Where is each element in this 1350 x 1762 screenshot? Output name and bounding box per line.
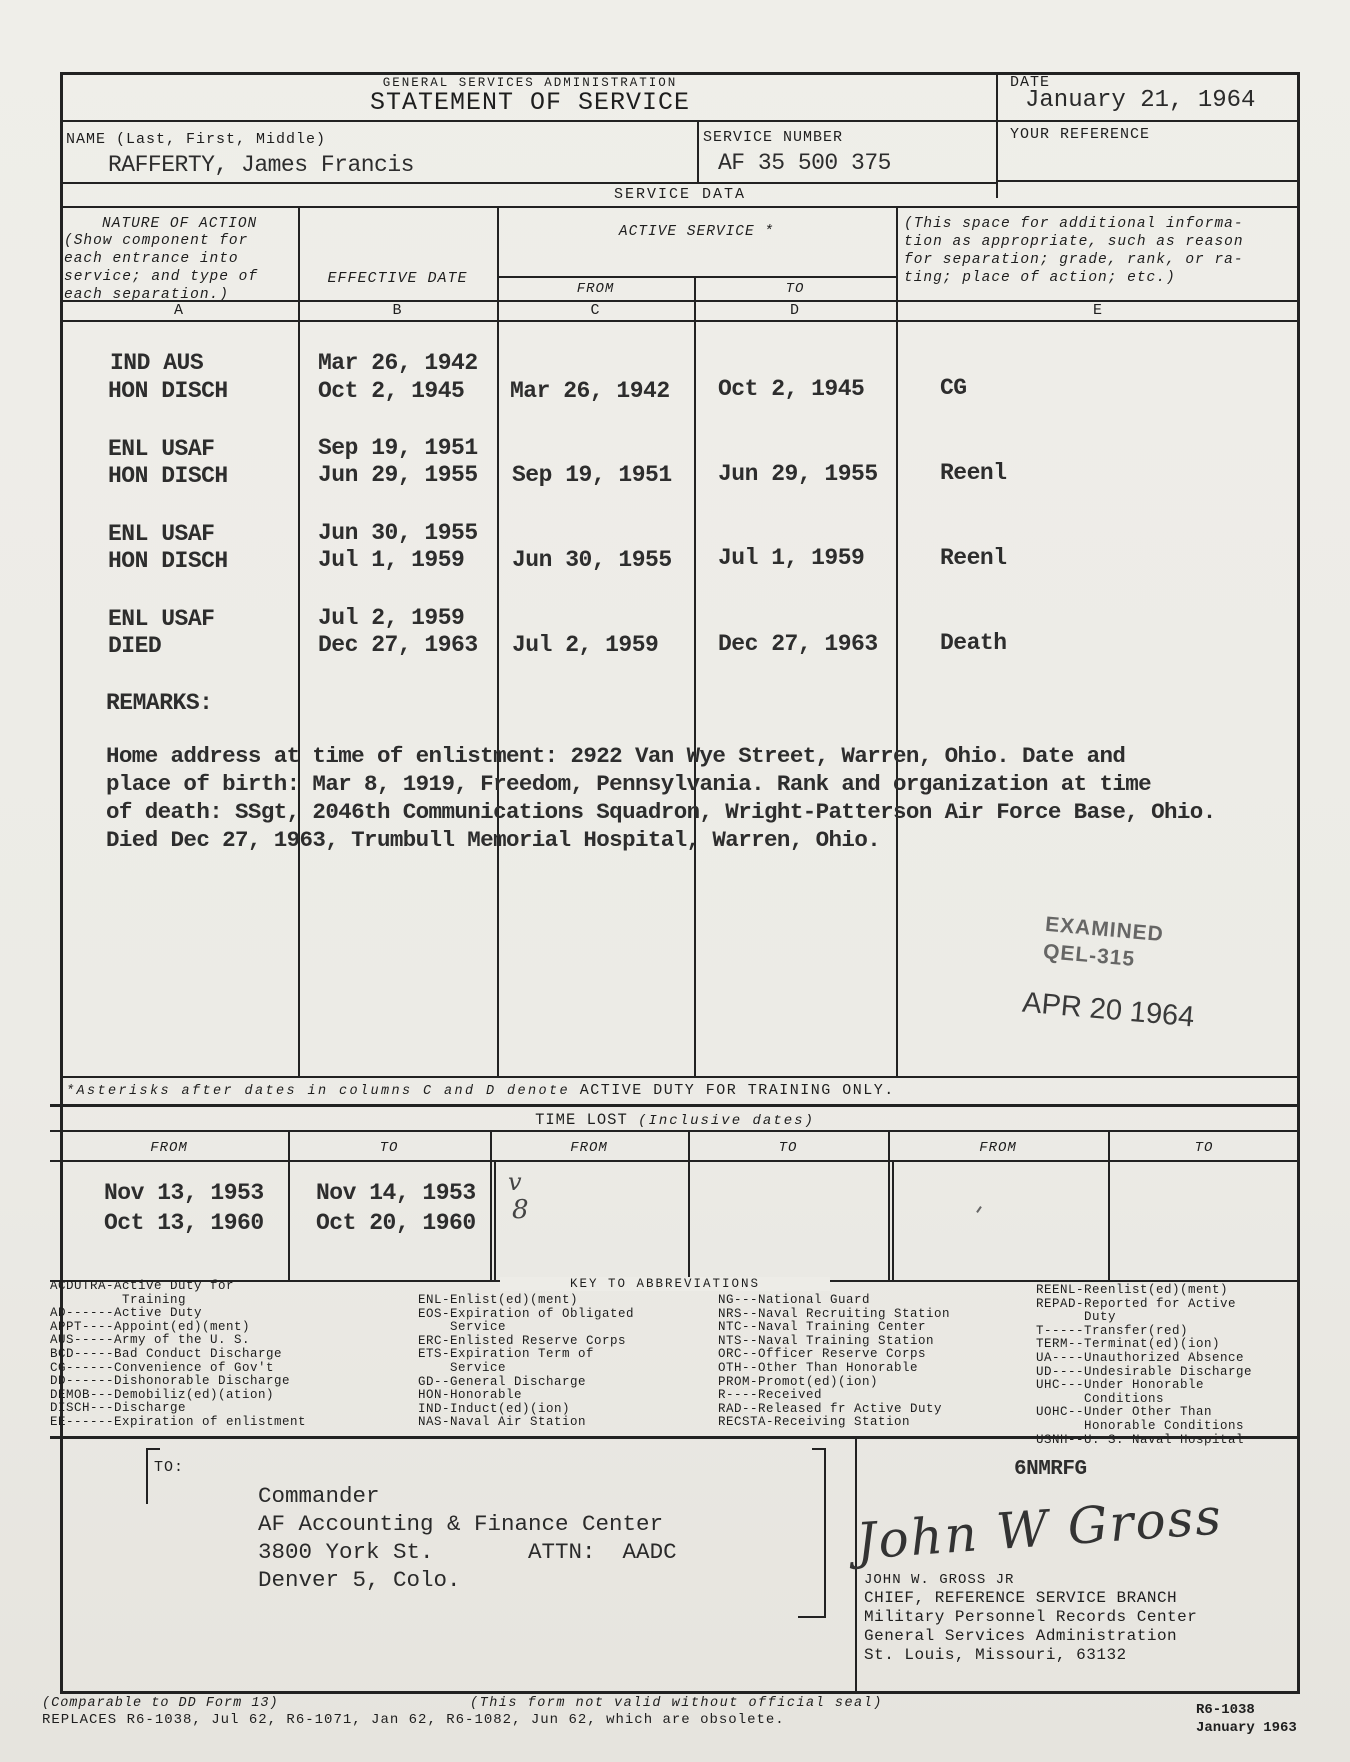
footer-form-number: R6-1038 (1196, 1702, 1255, 1718)
abbreviations-col-3: NG---National Guard NRS--Naval Recruiting Station NTC--Naval Training Center NTS--Naval Training Station ORC--Officer Reserve Corps OTH--Other Than Honorable PROM-Promot(ed)(ion) R----Received RAD--Released fr Active Duty RECSTA-Receiving Station (718, 1293, 951, 1430)
signer-location: St. Louis, Missouri, 63132 (864, 1646, 1127, 1664)
action-line-1: ENL USAF (108, 606, 215, 632)
address-line-4: Denver 5, Colo. (258, 1567, 461, 1593)
tl-to: Oct 20, 1960 (316, 1210, 476, 1236)
asterisk-note (66, 1081, 895, 1099)
name-label: NAME (Last, First, Middle) (66, 131, 327, 148)
tl-to-label-2: TO (778, 1140, 798, 1156)
action-line-2: HON DISCH (108, 463, 228, 489)
col-letter-a: A (173, 302, 184, 319)
signer-name: JOHN W. GROSS JR (864, 1572, 1015, 1588)
remarks-label: REMARKS: (106, 690, 213, 716)
date-value: January 21, 1964 (1025, 87, 1256, 114)
footer-not-valid: (This form not valid without official seal) (470, 1696, 883, 1711)
tl-from: Nov 13, 1953 (104, 1180, 264, 1206)
service-number-label: SERVICE NUMBER (703, 129, 844, 146)
col-a-header-4: service; and type of (64, 269, 259, 285)
tl-from-label-1: FROM (150, 1140, 188, 1156)
action-line-1: ENL USAF (108, 521, 215, 547)
time-lost-title: TIME LOST (535, 1111, 628, 1129)
active-to: Dec 27, 1963 (718, 631, 878, 657)
handwritten-signature: John W Gross (854, 1487, 1225, 1571)
abbreviations-title: KEY TO ABBREVIATIONS (500, 1277, 830, 1291)
name-value: RAFFERTY, James Francis (108, 152, 414, 178)
col-e-header-3: for separation; grade, rank, or ra- (904, 252, 1244, 268)
time-lost-subtitle: (Inclusive dates) (638, 1113, 815, 1129)
action-line-2: HON DISCH (108, 548, 228, 574)
tl-from: Oct 13, 1960 (104, 1210, 264, 1236)
signer-org-2: General Services Administration (864, 1627, 1178, 1645)
active-from: Sep 19, 1951 (512, 462, 672, 488)
effective-date-1: Jul 2, 1959 (318, 605, 465, 631)
col-e-header-2: tion as appropriate, such as reason (904, 234, 1244, 250)
address-line-2: AF Accounting & Finance Center (258, 1511, 664, 1537)
col-letter-c: C (590, 302, 601, 319)
address-to-label: TO: (154, 1459, 185, 1476)
stamp-date: APR 20 1964 (1020, 986, 1196, 1034)
remarks-line-1: Home address at time of enlistment: 2922 Van Wye Street, Warren, Ohio. Date and (106, 743, 1126, 769)
remarks-line-2: place of birth: Mar 8, 1919, Freedom, Pennsylvania. Rank and organization at time (106, 771, 1152, 797)
service-number-value: AF 35 500 375 (718, 150, 891, 176)
address-line-3: 3800 York St. ATTN: AADC (258, 1539, 677, 1565)
effective-date-1: Mar 26, 1942 (318, 350, 478, 376)
footer-comparable: (Comparable to DD Form 13) (42, 1696, 279, 1711)
asterisk-note-plain: ACTIVE DUTY FOR TRAINING ONLY. (579, 1082, 895, 1099)
time-lost-heading (50, 1111, 1300, 1129)
tl-to: Nov 14, 1953 (316, 1180, 476, 1206)
col-c-header: FROM (576, 281, 615, 297)
col-d-header: TO (785, 281, 805, 297)
col-letter-b: B (392, 302, 403, 319)
entry-note: Reenl (940, 460, 1007, 486)
action-line-2: DIED (108, 633, 162, 659)
col-a-header-5: each separation.) (64, 287, 229, 303)
stamp-line-2: QEL-315 (1042, 940, 1137, 971)
active-to: Jul 1, 1959 (718, 545, 865, 571)
remarks-line-4: Died Dec 27, 1963, Trumbull Memorial Hospital, Warren, Ohio. (106, 827, 881, 853)
abbreviations-col-4: REENL-Reenlist(ed)(ment) REPAD-Reported for Active Duty T-----Transfer(red) TERM--Terminat(ed)(ion) UA----Unauthorized Absence UD----Undesirable Discharge UHC---Under Honorable Conditions UOHC--Under Other Than Honorable Conditions USNH--U. S. Naval Hospital (1036, 1283, 1253, 1447)
effective-date-2: Jul 1, 1959 (318, 547, 465, 573)
remarks-line-3: of death: SSgt, 2046th Communications Squadron, Wright-Patterson Air Force Base, Ohio. (106, 799, 1216, 825)
col-e-header-4: ting; place of action; etc.) (904, 270, 1176, 286)
effective-date-1: Jun 30, 1955 (318, 520, 478, 546)
action-line-1: ENL USAF (108, 436, 215, 462)
effective-date-2: Jun 29, 1955 (318, 462, 478, 488)
tl-from-label-3: FROM (979, 1140, 1017, 1156)
office-code: 6NMRFG (1014, 1458, 1087, 1481)
entry-note: Reenl (940, 545, 1007, 571)
effective-date-2: Dec 27, 1963 (318, 632, 478, 658)
col-e-header-1: (This space for additional informa- (904, 216, 1244, 232)
signer-org-1: Military Personnel Records Center (864, 1608, 1198, 1626)
abbreviations-col-1: ACDUTRA-Active Duty for Training AD------Active Duty APPT----Appoint(ed)(ment) AUS-----Army of the U. S. BCD-----Bad Conduct Discharge CG------Convenience of Gov't DD------Dishonorable Discharge DEMOB---Demobiliz(ed)(ation) DISCH---Discharge EE------Expiration of enlistment (50, 1279, 307, 1429)
entry-note: Death (940, 630, 1007, 656)
address-line-1: Commander (258, 1483, 380, 1509)
active-from: Mar 26, 1942 (510, 378, 670, 404)
action-line-2: HON DISCH (108, 378, 228, 404)
abbreviations-col-2: ENL-Enlist(ed)(ment) EOS-Expiration of Obligated Service ERC-Enlisted Reserve Corps ETS-Expiration Term of Service GD--General Discharge HON-Honorable IND-Induct(ed)(ion) NAS-Naval Air Station (418, 1293, 635, 1430)
col-a-header-1: NATURE OF ACTION (102, 216, 258, 232)
stamp-line-1: EXAMINED (1044, 912, 1165, 947)
active-from: Jul 2, 1959 (512, 632, 659, 658)
active-to: Jun 29, 1955 (718, 461, 878, 487)
col-letter-e: E (1092, 302, 1103, 319)
date-label: DATE (1010, 74, 1051, 91)
tl-to-label-3: TO (1194, 1140, 1214, 1156)
footer-form-date: January 1963 (1196, 1720, 1297, 1736)
footer-replaces: REPLACES R6-1038, Jul 62, R6-1071, Jan 62, R6-1082, Jun 62, which are obsolete. (42, 1712, 785, 1728)
form-title: STATEMENT OF SERVICE (369, 88, 691, 117)
your-reference-label: YOUR REFERENCE (1010, 126, 1151, 143)
handwritten-check: v (508, 1168, 522, 1196)
col-b-header: EFFECTIVE DATE (327, 270, 468, 287)
handwritten-eight: 8 (512, 1195, 529, 1225)
agency-name: GENERAL SERVICES ADMINISTRATION (382, 76, 678, 90)
col-a-header-3: each entrance into (64, 251, 239, 267)
active-to: Oct 2, 1945 (718, 376, 865, 402)
signer-title: CHIEF, REFERENCE SERVICE BRANCH (864, 1589, 1178, 1607)
col-a-header-2: (Show component for (64, 233, 249, 249)
col-letter-d: D (789, 302, 800, 319)
service-data-title: SERVICE DATA (613, 186, 747, 203)
tl-to-label-1: TO (379, 1140, 399, 1156)
entry-note: CG (940, 375, 967, 401)
asterisk-note-italic: *Asterisks after dates in columns C and D denote (66, 1084, 571, 1099)
tl-from-label-2: FROM (570, 1140, 608, 1156)
effective-date-1: Sep 19, 1951 (318, 435, 478, 461)
effective-date-2: Oct 2, 1945 (318, 378, 465, 404)
active-from: Jun 30, 1955 (512, 547, 672, 573)
action-line-1: IND AUS (110, 350, 204, 376)
active-service-header: ACTIVE SERVICE * (618, 224, 775, 240)
